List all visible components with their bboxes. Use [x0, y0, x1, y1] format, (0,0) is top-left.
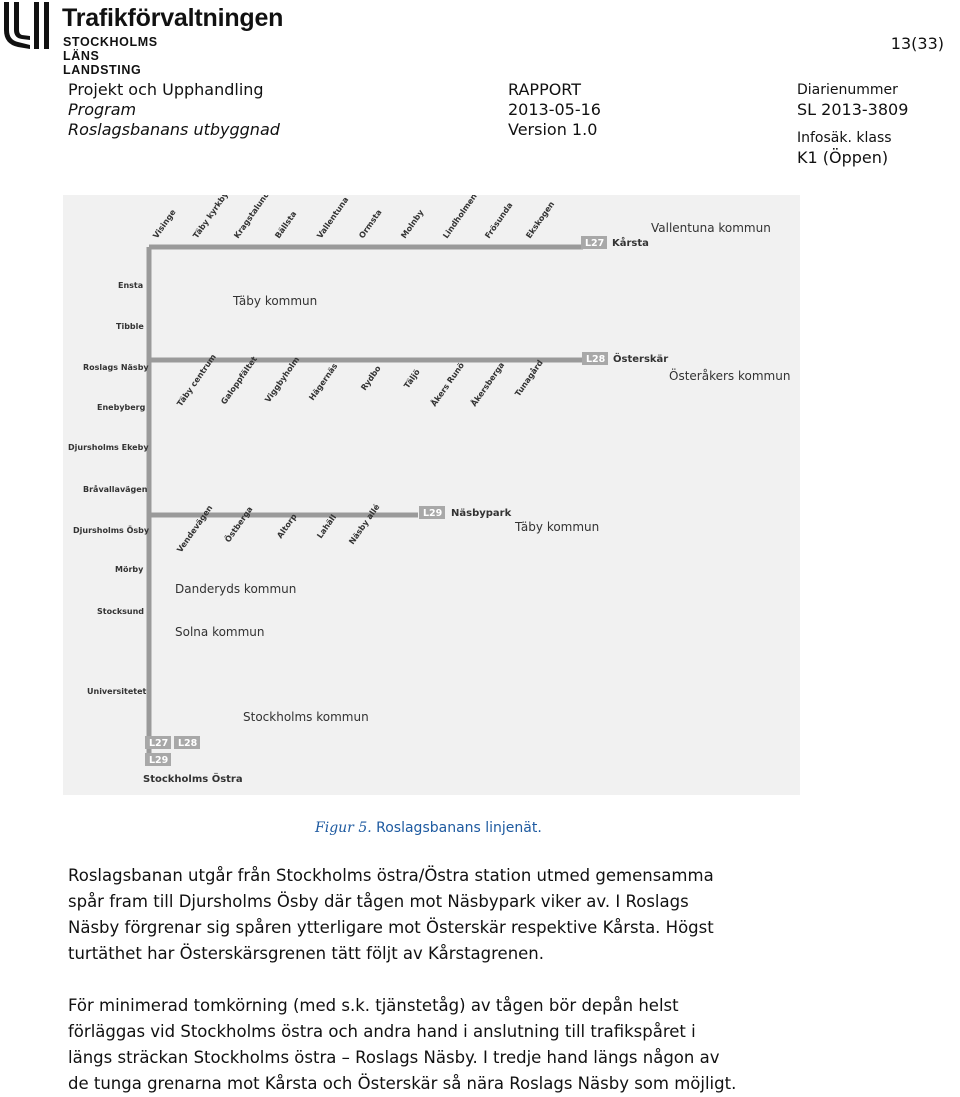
header-col-project [68, 80, 280, 140]
station-taby-centrum: Täby centrum [175, 352, 218, 409]
station-djursholms-ekeby: Djursholms Ekeby [68, 443, 149, 452]
paragraph-line: förläggas vid Stockholms östra och andra hand i anslutning till trafikspåret i [68, 1022, 696, 1041]
station-morby: Mörby [115, 565, 144, 574]
station-galoppfaltet: Galoppfältet [219, 354, 259, 407]
header-project: Roslagsbanans utbyggnad [68, 120, 280, 139]
infosak-value: K1 (Öppen) [797, 148, 889, 167]
south-terminus [143, 736, 243, 785]
terminus-nasbypark: Näsbypark [451, 508, 512, 519]
station-hagernas: Hägernäs [307, 361, 340, 403]
logo-name: Trafikförvaltningen [62, 4, 284, 32]
paragraph-line: För minimerad tomkörning (med s.k. tjänstetåg) av tågen bör depån helst [68, 996, 679, 1015]
municipality-danderyd: Danderyds kommun [175, 582, 297, 596]
paragraph-line: Näsby förgrenar sig spåren ytterligare mot Österskär respektive Kårsta. Högst [68, 918, 714, 937]
station-vallentuna: Vallentuna [315, 195, 351, 241]
karsta-stations [151, 195, 556, 240]
station-akers-runo: Åkers Runö [429, 360, 467, 409]
station-stocksund: Stocksund [97, 607, 145, 616]
station-lindholmen: Lindholmen [441, 195, 479, 241]
track-lines [149, 247, 583, 763]
osterskar-terminus [582, 351, 668, 365]
station-akersberga: Åkersberga [469, 360, 507, 409]
header-program: Program [68, 100, 137, 119]
municipality-osteraker: Österåkers kommun [669, 369, 791, 383]
municipality-taby-north: Täby kommun [233, 294, 318, 308]
station-ekskogen: Ekskogen [524, 199, 557, 241]
station-djursholms-osby: Djursholms Ösby [73, 526, 150, 535]
station-ormsta: Ormsta [357, 207, 384, 241]
station-rydbo: Rydbo [359, 364, 383, 393]
municipality-taby-east: Täby kommun [515, 520, 600, 534]
logo-subtitle: STOCKHOLMS LÄNS LANDSTING [63, 35, 158, 77]
page-number: 13(33) [890, 34, 944, 53]
station-taby-kyrkby: Täby kyrkby [191, 195, 231, 241]
paragraph-2 [68, 993, 898, 1097]
station-bravallavagen: Bråvallavägen [83, 485, 148, 494]
diarie-label: Diarienummer [797, 82, 898, 98]
station-tunagard: Tunagård [513, 358, 545, 399]
terminus-osterskar: Österskär [613, 354, 669, 365]
station-taljo: Täljö [402, 367, 422, 391]
terminus-karsta: Kårsta [612, 238, 649, 249]
badge-l29-label: L29 [423, 508, 443, 519]
header-doc-type: RAPPORT [508, 80, 582, 99]
municipality-solna: Solna kommun [175, 625, 265, 639]
badge-south-l29-label: L29 [149, 755, 169, 766]
station-lahall: Lahäll [315, 512, 339, 541]
municipality-stockholm: Stockholms kommun [243, 710, 369, 724]
municipality-vallentuna: Vallentuna kommun [651, 221, 771, 235]
badge-l28-label: L28 [586, 354, 606, 365]
badge-l27-label: L27 [585, 238, 605, 249]
station-ostberga: Östberga [223, 504, 255, 545]
badge-south-l28-label: L28 [178, 738, 198, 749]
station-molnby: Molnby [399, 208, 426, 241]
station-enebyberg: Enebyberg [97, 403, 146, 412]
nasbypark-terminus [419, 506, 512, 519]
station-altorp: Altorp [275, 512, 299, 541]
municipality-labels [175, 221, 790, 724]
station-roslags-nasby: Roslags Näsby [83, 363, 149, 372]
header-date: 2013-05-16 [508, 100, 601, 119]
diarie-value: SL 2013-3809 [797, 100, 909, 119]
header-col-report [508, 80, 601, 140]
karsta-terminus [581, 236, 649, 249]
paragraph-line: längs sträckan Stockholms östra – Roslags Näsby. I tredje hand längs någon av [68, 1048, 720, 1067]
paragraph-line: spår fram till Djursholms Ösby där tågen mot Näsbypark viker av. I Roslags [68, 892, 689, 911]
terminus-stockholms-ostra: Stockholms Östra [143, 774, 243, 785]
header-version: Version 1.0 [508, 120, 598, 139]
station-tibble: Tibble [116, 322, 144, 331]
main-stations [68, 281, 150, 696]
station-frosunda: Frösunda [483, 200, 515, 241]
paragraph-line: Roslagsbanan utgår från Stockholms östra/Östra station utmed gemensamma [68, 866, 714, 885]
station-visinge: Visinge [151, 207, 178, 241]
station-ensta: Ensta [118, 281, 144, 290]
paragraph-line: de tunga grenarna mot Kårsta och Österskär så nära Roslags Näsby som möjligt. [68, 1074, 737, 1093]
station-kragstalund: Kragstalund [232, 195, 272, 241]
paragraph-line: turtäthet har Österskärsgrenen tätt följt av Kårstagrenen. [68, 944, 545, 963]
station-ballsta: Bällsta [273, 209, 299, 241]
nasbypark-stations [175, 502, 382, 555]
badge-south-l27-label: L27 [149, 738, 169, 749]
figure-caption [315, 820, 542, 836]
figure-number: Figur 5. [315, 820, 372, 836]
network-map [63, 195, 800, 795]
network-map-svg [63, 195, 800, 795]
station-viggbyholm: Viggbyholm [263, 355, 302, 405]
header-department: Projekt och Upphandling [68, 80, 264, 99]
infosak-label: Infosäk. klass [797, 130, 892, 146]
figure-text: Roslagsbanans linjenät. [376, 820, 542, 836]
station-vendevagen: Vendevägen [175, 503, 215, 555]
logo-mark-icon [0, 0, 60, 52]
paragraph-1 [68, 863, 898, 967]
header-col-diary [797, 80, 908, 168]
station-universitetet: Universitetet [87, 687, 147, 696]
station-nasby-alle: Näsby allé [347, 502, 382, 547]
